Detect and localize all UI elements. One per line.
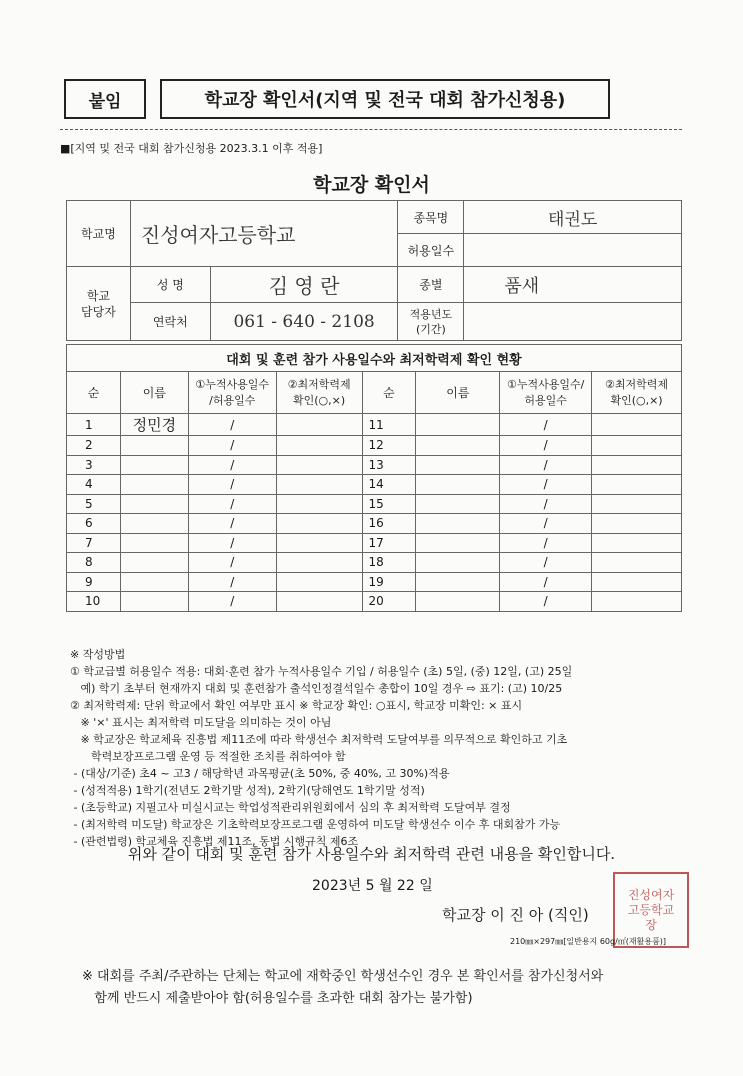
row-no: 10: [67, 592, 121, 612]
table-row: [67, 436, 682, 456]
participation-table: [66, 371, 682, 612]
sport-label: 종목명: [398, 201, 464, 234]
school-value: 진성여자고등학교: [130, 201, 398, 267]
row-name: [416, 475, 500, 495]
row-name: [416, 514, 500, 534]
participation-rows: [67, 414, 682, 612]
row-check: [276, 455, 362, 475]
col-no: 순: [67, 372, 121, 414]
sport-value: 태권도: [464, 201, 682, 234]
bottom-note-line: ※ 대회를 주최/주관하는 단체는 학교에 재학중인 학생선수인 경우 본 확인서를 참가신청서와: [82, 969, 604, 984]
row-name: 정민경: [120, 414, 188, 436]
note-line: 학력보장프로그램 운영 등 적절한 조치를 취하여야 함: [70, 750, 346, 763]
note-line: - (초등학교) 지필고사 미실시교는 학업성적관리위원회에서 심의 후 최저학력 도달여부 결정: [70, 801, 511, 814]
school-label: 학교명: [67, 201, 131, 267]
row-days: /: [500, 455, 592, 475]
row-no: 12: [362, 436, 416, 456]
note-line: ※ '×' 표시는 최저학력 미도달을 의미하는 것이 아님: [70, 716, 332, 729]
row-check: [276, 494, 362, 514]
row-name: [120, 475, 188, 495]
table-row: [67, 572, 682, 592]
row-check: [592, 414, 682, 436]
table-row: [67, 533, 682, 553]
allowed-days-label: 허용일수: [398, 234, 464, 267]
row-no: 9: [67, 572, 121, 592]
row-no: 18: [362, 553, 416, 573]
table-row: [67, 514, 682, 534]
info-table: [66, 200, 682, 341]
note-line: ※ 작성방법: [70, 648, 126, 661]
header-title-box: [160, 79, 610, 119]
row-name: [120, 553, 188, 573]
row-check: [276, 414, 362, 436]
name-value: 김 영 란: [210, 267, 398, 303]
row-days: /: [500, 572, 592, 592]
note-line: 예) 학기 초부터 현재까지 대회 및 훈련참가 출석인정결석일수 총합이 10일 경우 ⇨ 표기: (고) 10/25: [70, 682, 563, 695]
attachment-tag-label: 붙임: [88, 91, 122, 112]
row-name: [120, 436, 188, 456]
row-name: [416, 455, 500, 475]
row-days: /: [188, 553, 276, 573]
row-no: 5: [67, 494, 121, 514]
row-check: [592, 553, 682, 573]
row-days: /: [188, 572, 276, 592]
col-days-right: ①누적사용일수/ 허용일수: [500, 372, 592, 414]
row-days: /: [188, 436, 276, 456]
row-check: [276, 514, 362, 534]
principal-signature: 학교장 이 진 아 (직인): [442, 906, 589, 924]
table-row: [67, 414, 682, 436]
row-no: 8: [67, 553, 121, 573]
row-check: [276, 436, 362, 456]
name-label: 성 명: [130, 267, 210, 303]
row-check: [592, 494, 682, 514]
type-value: 품새: [464, 267, 682, 303]
row-check: [276, 553, 362, 573]
col-days: ①누적사용일수 /허용일수: [188, 372, 276, 414]
row-days: /: [188, 592, 276, 612]
row-check: [276, 475, 362, 495]
row-no: 6: [67, 514, 121, 534]
row-no: 11: [362, 414, 416, 436]
col-check: ②최저학력제 확인(○,×): [276, 372, 362, 414]
row-days: /: [500, 533, 592, 553]
row-name: [416, 592, 500, 612]
attachment-tag: [64, 79, 146, 119]
row-name: [120, 494, 188, 514]
row-name: [120, 592, 188, 612]
table-row: [67, 455, 682, 475]
row-no: 2: [67, 436, 121, 456]
contact-value: 061 - 640 - 2108: [210, 303, 398, 341]
col-name-right: 이름: [416, 372, 500, 414]
header-title: 학교장 확인서(지역 및 전국 대회 참가신청용): [204, 90, 566, 111]
row-no: 3: [67, 455, 121, 475]
col-check-right: ②최저학력제 확인(○,×): [592, 372, 682, 414]
divider: [60, 129, 682, 130]
row-no: 19: [362, 572, 416, 592]
note-line: ※ 학교장은 학교체육 진흥법 제11조에 따라 학생선수 최저학력 도달여부를 의무적으로 확인하고 기초: [70, 733, 568, 746]
list-title: 대회 및 훈련 참가 사용일수와 최저학력제 확인 현황: [66, 344, 682, 372]
year-value: [464, 303, 682, 341]
row-name: [120, 572, 188, 592]
row-name: [416, 494, 500, 514]
row-check: [276, 592, 362, 612]
document-title: 학교장 확인서: [313, 174, 430, 196]
row-no: 13: [362, 455, 416, 475]
row-name: [120, 514, 188, 534]
row-days: /: [188, 533, 276, 553]
manager-label: 학교 담당자: [67, 267, 131, 341]
subtitle: ■[지역 및 전국 대회 참가신청용 2023.3.1 이후 적용]: [60, 142, 323, 155]
table-row: [67, 592, 682, 612]
row-check: [592, 475, 682, 495]
note-line: - (최저학력 미도달) 학교장은 기초학력보장프로그램 운영하여 미도달 학생선수 이수 후 대회참가 가능: [70, 818, 561, 831]
row-name: [416, 436, 500, 456]
table-row: [67, 475, 682, 495]
row-no: 4: [67, 475, 121, 495]
table-row: [67, 494, 682, 514]
col-no-right: 순: [362, 372, 416, 414]
row-days: /: [188, 514, 276, 534]
row-name: [416, 533, 500, 553]
row-no: 16: [362, 514, 416, 534]
row-days: /: [188, 455, 276, 475]
date: 2023년 5 월 22 일: [312, 878, 433, 894]
note-line: ② 최저학력제: 단위 학교에서 확인 여부만 표시 ※ 학교장 확인: ○표시, 학교장 미확인: × 표시: [70, 699, 523, 712]
note-line: - (성적적용) 1학기(전년도 2학기말 성적), 2학기(당해연도 1학기말 성적): [70, 784, 425, 797]
row-check: [592, 436, 682, 456]
allowed-days-value: [464, 234, 682, 267]
paper-spec: 210㎜×297㎜[일반용지 60g/㎡(재활용품)]: [510, 937, 667, 946]
row-check: [592, 533, 682, 553]
row-check: [276, 533, 362, 553]
row-days: /: [500, 436, 592, 456]
row-name: [416, 553, 500, 573]
row-days: /: [500, 514, 592, 534]
row-days: /: [188, 414, 276, 436]
seal-text: 진성여자 고등학교 장: [627, 887, 675, 932]
row-no: 14: [362, 475, 416, 495]
row-days: /: [500, 475, 592, 495]
row-days: /: [500, 592, 592, 612]
row-check: [592, 455, 682, 475]
row-no: 15: [362, 494, 416, 514]
row-name: [120, 455, 188, 475]
row-days: /: [188, 475, 276, 495]
row-name: [120, 533, 188, 553]
bottom-note: [82, 966, 603, 1010]
note-line: - (대상/기준) 초4 ~ 고3 / 해당학년 과목평균(초 50%, 중 40%, 고 30%)적용: [70, 767, 450, 780]
row-no: 20: [362, 592, 416, 612]
writing-notes: [70, 646, 572, 850]
row-check: [592, 514, 682, 534]
row-days: /: [500, 414, 592, 436]
row-no: 1: [67, 414, 121, 436]
table-row: [67, 553, 682, 573]
note-line: - (관련법령) 학교체육 진흥법 제11조, 동법 시행규칙 제6조: [70, 835, 359, 848]
contact-label: 연락처: [130, 303, 210, 341]
row-no: 17: [362, 533, 416, 553]
row-days: /: [500, 494, 592, 514]
col-name: 이름: [120, 372, 188, 414]
row-name: [416, 414, 500, 436]
row-check: [276, 572, 362, 592]
note-line: ① 학교급별 허용일수 적용: 대회·훈련 참가 누적사용일수 기입 / 허용일수 (초) 5일, (중) 12일, (고) 25일: [70, 665, 573, 678]
row-days: /: [188, 494, 276, 514]
row-check: [592, 572, 682, 592]
row-check: [592, 592, 682, 612]
row-days: /: [500, 553, 592, 573]
year-label: 적용년도 (기간): [398, 303, 464, 341]
row-name: [416, 572, 500, 592]
bottom-note-line: 함께 반드시 제출받아야 함(허용일수를 초과한 대회 참가는 불가함): [82, 991, 473, 1006]
type-label: 종별: [398, 267, 464, 303]
confirmation-text: 위와 같이 대회 및 훈련 참가 사용일수와 최저학력 관련 내용을 확인합니다.: [127, 845, 616, 863]
row-no: 7: [67, 533, 121, 553]
